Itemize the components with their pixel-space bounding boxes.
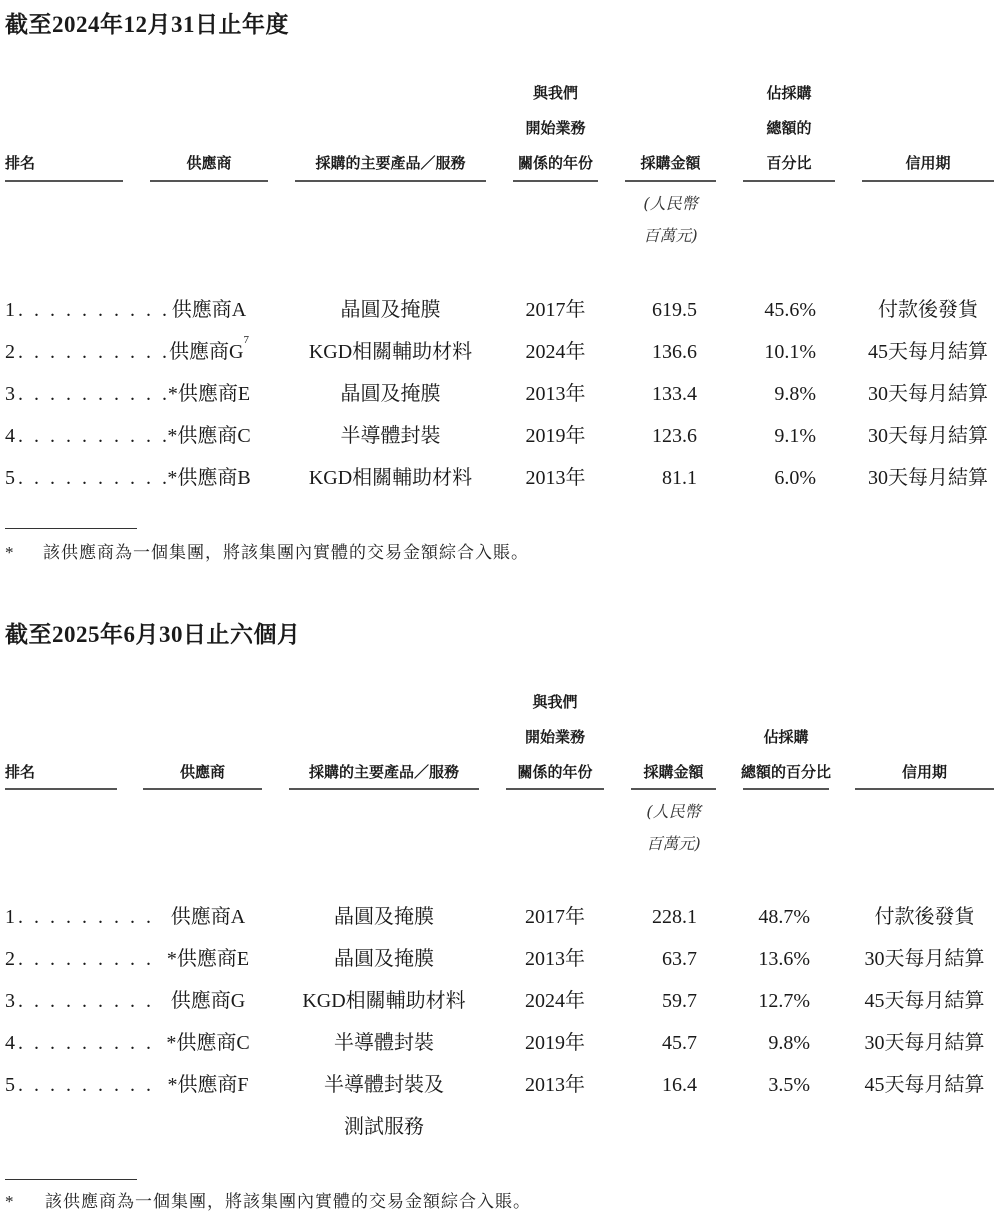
year-cell: 2013年 — [525, 383, 586, 405]
year-cell: 2013年 — [525, 948, 585, 970]
amount-cell: 16.4 — [662, 1074, 697, 1096]
header-product: 採購的主要產品／服務 — [308, 763, 459, 781]
percentage-cell: 45.6% — [764, 299, 816, 321]
rank-cell: 2. . . . . . . . . . — [5, 341, 170, 363]
header-amount: 採購金額 — [640, 154, 701, 172]
footnote-divider — [5, 1179, 137, 1180]
footnote-text: 該供應商為一個集團，將該集團內實體的交易金額綜合入賬。 — [43, 543, 529, 562]
credit-period-cell: 45天每月結算 — [868, 341, 988, 363]
credit-period-cell: 付款後發貨 — [874, 906, 975, 928]
percentage-cell: 6.0% — [774, 467, 816, 489]
rank-cell: 1. . . . . . . . . — [5, 906, 154, 928]
supplier-cell: *供應商C — [167, 425, 251, 447]
amount-cell: 619.5 — [652, 299, 697, 321]
header-percentage: 佔採購 總額的 百分比 — [766, 84, 812, 172]
rank-cell: 5. . . . . . . . . — [5, 1074, 154, 1096]
supplier-cell: 供應商A — [171, 299, 247, 321]
header-credit-period: 信用期 — [901, 763, 947, 781]
rank-cell: 5. . . . . . . . . . — [5, 467, 170, 489]
amount-cell: 228.1 — [652, 906, 697, 928]
product-cell: 晶圓及掩膜 — [334, 948, 434, 970]
percentage-cell: 12.7% — [758, 990, 810, 1012]
header-underline — [5, 180, 123, 182]
credit-period-cell: 付款後發貨 — [878, 299, 978, 321]
year-cell: 2024年 — [525, 341, 586, 363]
header-underline — [625, 180, 716, 182]
product-cell: 半導體封裝 — [340, 425, 441, 447]
product-cell: KGD相關輔助材料 — [308, 341, 473, 363]
header-rank: 排名 — [5, 763, 36, 781]
header-underline — [855, 788, 994, 790]
percentage-cell: 13.6% — [758, 948, 810, 970]
header-underline — [743, 180, 835, 182]
header-underline — [743, 788, 829, 790]
header-underline — [295, 180, 486, 182]
supplier-cell: *供應商B — [167, 467, 251, 489]
percentage-cell: 9.8% — [768, 1032, 810, 1054]
footnote-ref: 7 — [243, 334, 249, 346]
amount-cell: 59.7 — [662, 990, 697, 1012]
supplier-cell: 供應商G — [170, 990, 246, 1012]
header-underline — [289, 788, 479, 790]
amount-cell: 63.7 — [662, 948, 697, 970]
amount-cell: 81.1 — [662, 467, 697, 489]
year-cell: 2013年 — [525, 1074, 585, 1096]
product-cell: KGD相關輔助材料 — [308, 467, 473, 489]
rank-cell: 4. . . . . . . . . . — [5, 425, 170, 447]
header-underline — [862, 180, 994, 182]
credit-period-cell: 30天每月結算 — [868, 383, 988, 405]
supplier-cell: *供應商F — [167, 1074, 249, 1096]
amount-cell: 133.4 — [652, 383, 697, 405]
header-year: 與我們 開始業務 關係的年份 — [517, 84, 593, 172]
footnote-mark: * — [5, 1192, 15, 1211]
credit-period-cell: 45天每月結算 — [864, 1074, 985, 1096]
footnote — [5, 538, 529, 563]
header-underline — [5, 788, 117, 790]
section-title-fy2024: 截至2024年12月31日止年度 — [5, 12, 289, 37]
supplier-cell: *供應商E — [167, 383, 251, 405]
supplier-cell: 供應商$G^7$ — [169, 334, 249, 363]
header-underline — [150, 180, 268, 182]
amount-cell: 123.6 — [652, 425, 697, 447]
header-supplier: 供應商 — [179, 763, 225, 781]
rank-cell: 2. . . . . . . . . — [5, 948, 154, 970]
footnote-mark: * — [5, 543, 15, 562]
product-cell: 晶圓及掩膜 — [340, 299, 441, 321]
rank-cell: 3. . . . . . . . . — [5, 990, 154, 1012]
header-underline — [513, 180, 598, 182]
footnote-divider — [5, 528, 137, 529]
header-underline — [506, 788, 604, 790]
rank-cell: 4. . . . . . . . . — [5, 1032, 154, 1054]
product-cell: 晶圓及掩膜 — [334, 906, 434, 928]
section-title-h1-2025: 截至2025年6月30日止六個月 — [5, 622, 301, 647]
product-cell: 半導體封裝 — [334, 1032, 434, 1054]
product-cell: 晶圓及掩膜 — [340, 383, 441, 405]
year-cell: 2013年 — [525, 467, 586, 489]
year-cell: 2017年 — [525, 299, 586, 321]
footnote-text: 該供應商為一個集團，將該集團內實體的交易金額綜合入賬。 — [45, 1192, 531, 1211]
amount-unit-note: (人民幣 百萬元) — [646, 802, 701, 853]
amount-cell: 45.7 — [662, 1032, 697, 1054]
percentage-cell: 10.1% — [764, 341, 816, 363]
header-year: 與我們 開始業務 關係的年份 — [517, 693, 593, 781]
amount-cell: 136.6 — [652, 341, 697, 363]
percentage-cell: 9.8% — [774, 383, 816, 405]
credit-period-cell: 30天每月結算 — [864, 1032, 985, 1054]
footnote — [5, 1187, 531, 1212]
supplier-cell: *供應商E — [166, 948, 250, 970]
product-cell: 半導體封裝及 測試服務 — [324, 1074, 444, 1138]
supplier-cell: *供應商C — [166, 1032, 250, 1054]
credit-period-cell: 30天每月結算 — [868, 467, 988, 489]
header-product: 採購的主要產品／服務 — [315, 154, 466, 172]
credit-period-cell: 30天每月結算 — [864, 948, 985, 970]
supplier-cell: 供應商A — [170, 906, 246, 928]
year-cell: 2019年 — [525, 425, 586, 447]
credit-period-cell: 30天每月結算 — [868, 425, 988, 447]
percentage-cell: 48.7% — [758, 906, 810, 928]
percentage-cell: 3.5% — [768, 1074, 810, 1096]
header-rank: 排名 — [5, 154, 36, 172]
header-underline — [631, 788, 716, 790]
rank-cell: 1. . . . . . . . . . — [5, 299, 170, 321]
product-cell: KGD相關輔助材料 — [302, 990, 466, 1012]
percentage-cell: 9.1% — [774, 425, 816, 447]
rank-cell: 3. . . . . . . . . . — [5, 383, 170, 405]
year-cell: 2017年 — [525, 906, 585, 928]
header-credit-period: 信用期 — [905, 154, 951, 172]
credit-period-cell: 45天每月結算 — [864, 990, 985, 1012]
header-underline — [143, 788, 262, 790]
header-percentage: 佔採購 總額的百分比 — [740, 728, 831, 781]
header-amount: 採購金額 — [643, 763, 704, 781]
year-cell: 2024年 — [525, 990, 585, 1012]
amount-unit-note: (人民幣 百萬元) — [643, 194, 698, 245]
year-cell: 2019年 — [525, 1032, 585, 1054]
header-supplier: 供應商 — [186, 154, 232, 172]
